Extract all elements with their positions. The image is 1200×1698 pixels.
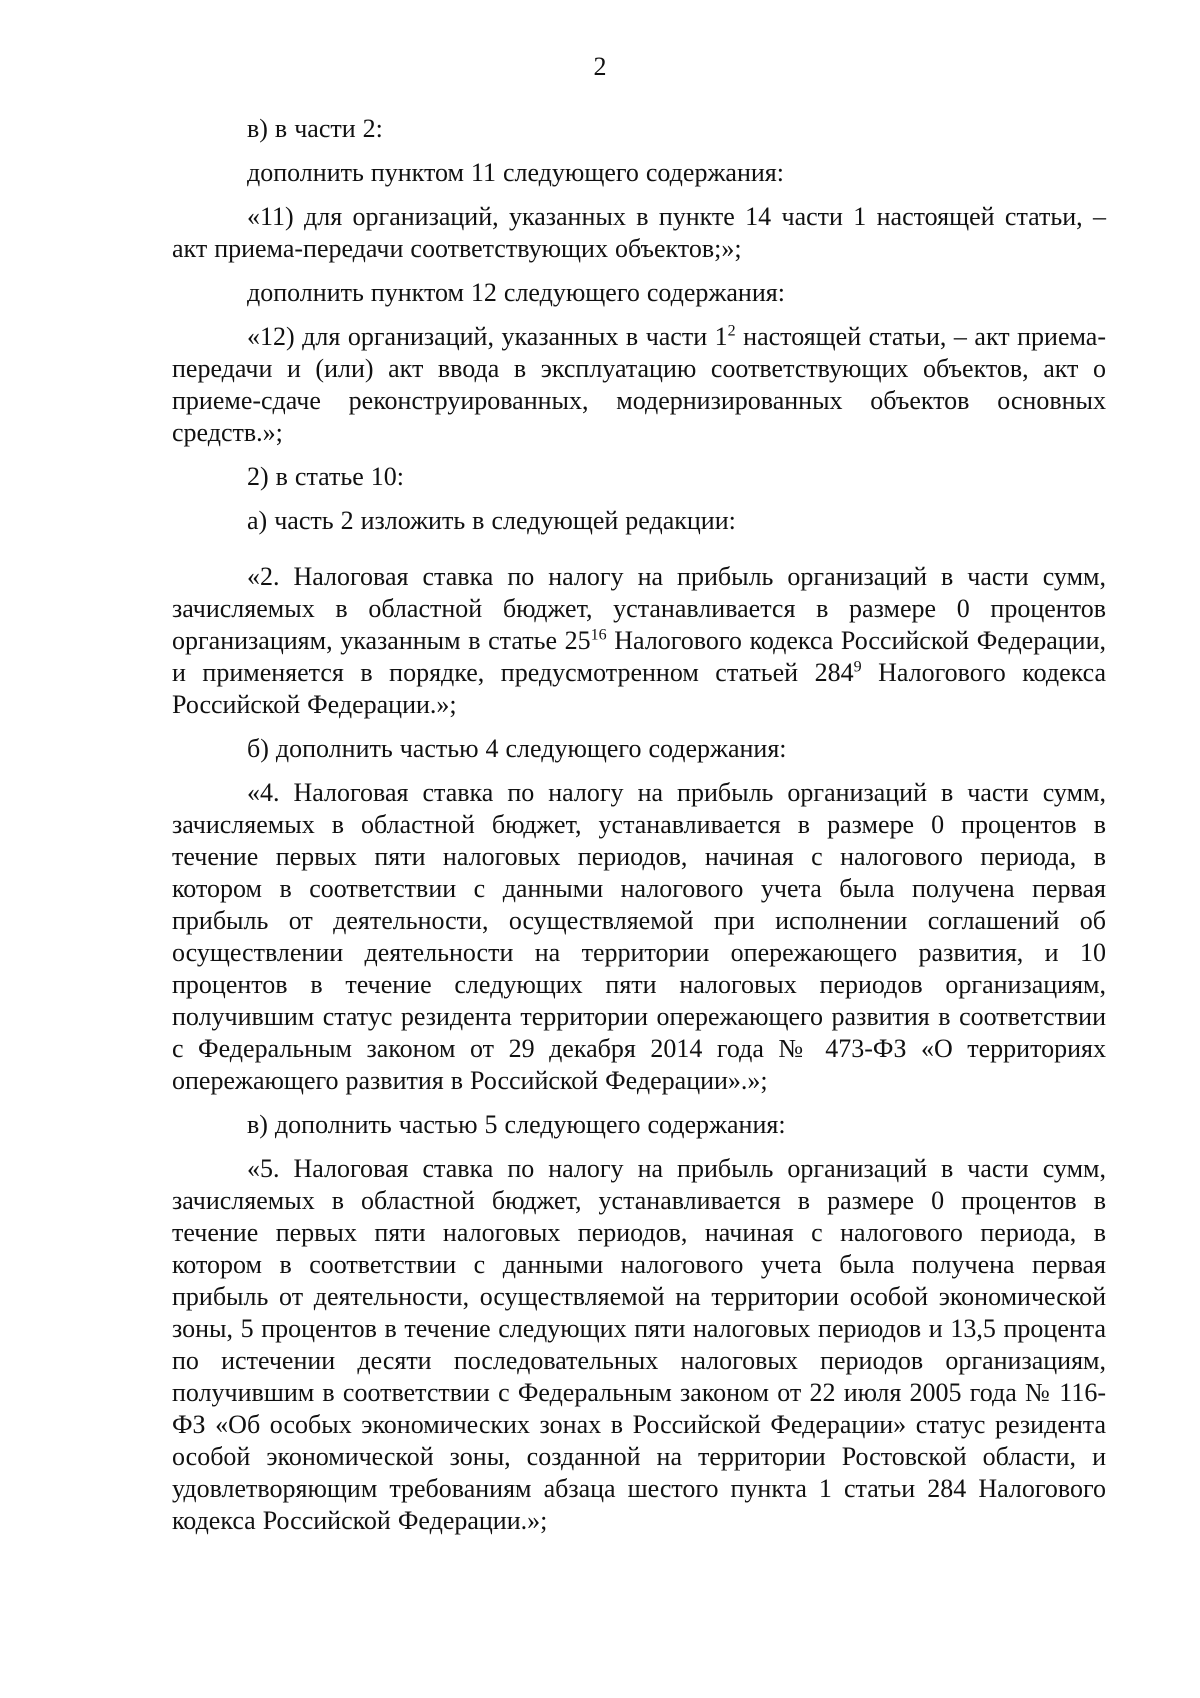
paragraph-8	[172, 561, 1106, 721]
paragraph-3: «11) для организаций, указанных в пункте 14 части 1 настоящей статьи, – акт приема-передачи соответствующих объектов;»;	[172, 202, 1106, 263]
paragraph-8-text-a: «2. Налоговая ставка по налогу на прибыль организаций в части сумм, зачисляемых в областной бюджет, устанавливается в размере 0 процентов организациям, указанным в статье 25	[172, 562, 1106, 655]
paragraph-4: дополнить пунктом 12 следующего содержания:	[247, 278, 785, 307]
page-number: 2	[593, 52, 607, 81]
paragraph-10: «4. Налоговая ставка по налогу на прибыль организаций в части сумм, зачисляемых в областной бюджет, устанавливается в размере 0 процентов в течение первых пяти налоговых периодов, начиная с налогового периода, в котором в соответствии с данными налогового учета была получена первая прибыль от деятельности, осуществляемой при исполнении соглашений об осуществлении деятельности на территории опережающего развития, и 10 процентов в течение следующих пяти налоговых периодов организациям, получившим статус резидента территории опережающего развития в соответствии с Федеральным законом от 29 декабря 2014 года № 473-ФЗ «О территориях опережающего развития в Российской Федерации».»;	[172, 778, 1106, 1095]
paragraph-5	[172, 321, 1106, 449]
superscript-1-2: 2	[727, 322, 736, 340]
superscript-25-16: 16	[590, 626, 607, 644]
paragraph-7: а) часть 2 изложить в следующей редакции:	[247, 506, 736, 535]
paragraph-9: б) дополнить частью 4 следующего содержания:	[247, 734, 787, 763]
paragraph-11: в) дополнить частью 5 следующего содержания:	[247, 1110, 786, 1139]
document-body	[172, 113, 1106, 1537]
paragraph-5-text-b: настоящей статьи, – акт приема-передачи и (или) акт ввода в эксплуатацию соответствующих объектов, акт о приеме-сдаче реконструированных, модернизированных объектов основных средств.»;	[172, 322, 1106, 447]
paragraph-2: дополнить пунктом 11 следующего содержания:	[247, 158, 784, 187]
paragraph-1: в) в части 2:	[247, 114, 383, 143]
paragraph-5-text-a: «12) для организаций, указанных в части 1	[247, 322, 728, 351]
paragraph-6: 2) в статье 10:	[247, 462, 405, 491]
paragraph-8-text-c: Налогового кодекса Российской Федерации.»;	[172, 658, 1106, 719]
superscript-284-9: 9	[853, 658, 862, 676]
paragraph-12: «5. Налоговая ставка по налогу на прибыль организаций в части сумм, зачисляемых в областной бюджет, устанавливается в размере 0 процентов в течение первых пяти налоговых периодов, начиная с налогового периода, в котором в соответствии с данными налогового учета была получена первая прибыль от деятельности, осуществляемой на территории особой экономической зоны, 5 процентов в течение следующих пяти налоговых периодов и 13,5 процента по истечении десяти последовательных налоговых периодов организациям, получившим в соответствии с Федеральным законом от 22 июля 2005 года № 116-ФЗ «Об особых экономических зонах в Российской Федерации» статус резидента особой экономической зоны, созданной на территории Ростовской области, и удовлетворяющим требованиям абзаца шестого пункта 1 статьи 284 Налогового кодекса Российской Федерации.»;	[172, 1154, 1106, 1535]
paragraph-8-text-b: Налогового кодекса Российской Федерации, и применяется в порядке, предусмотренном статьей 284	[172, 626, 1106, 687]
